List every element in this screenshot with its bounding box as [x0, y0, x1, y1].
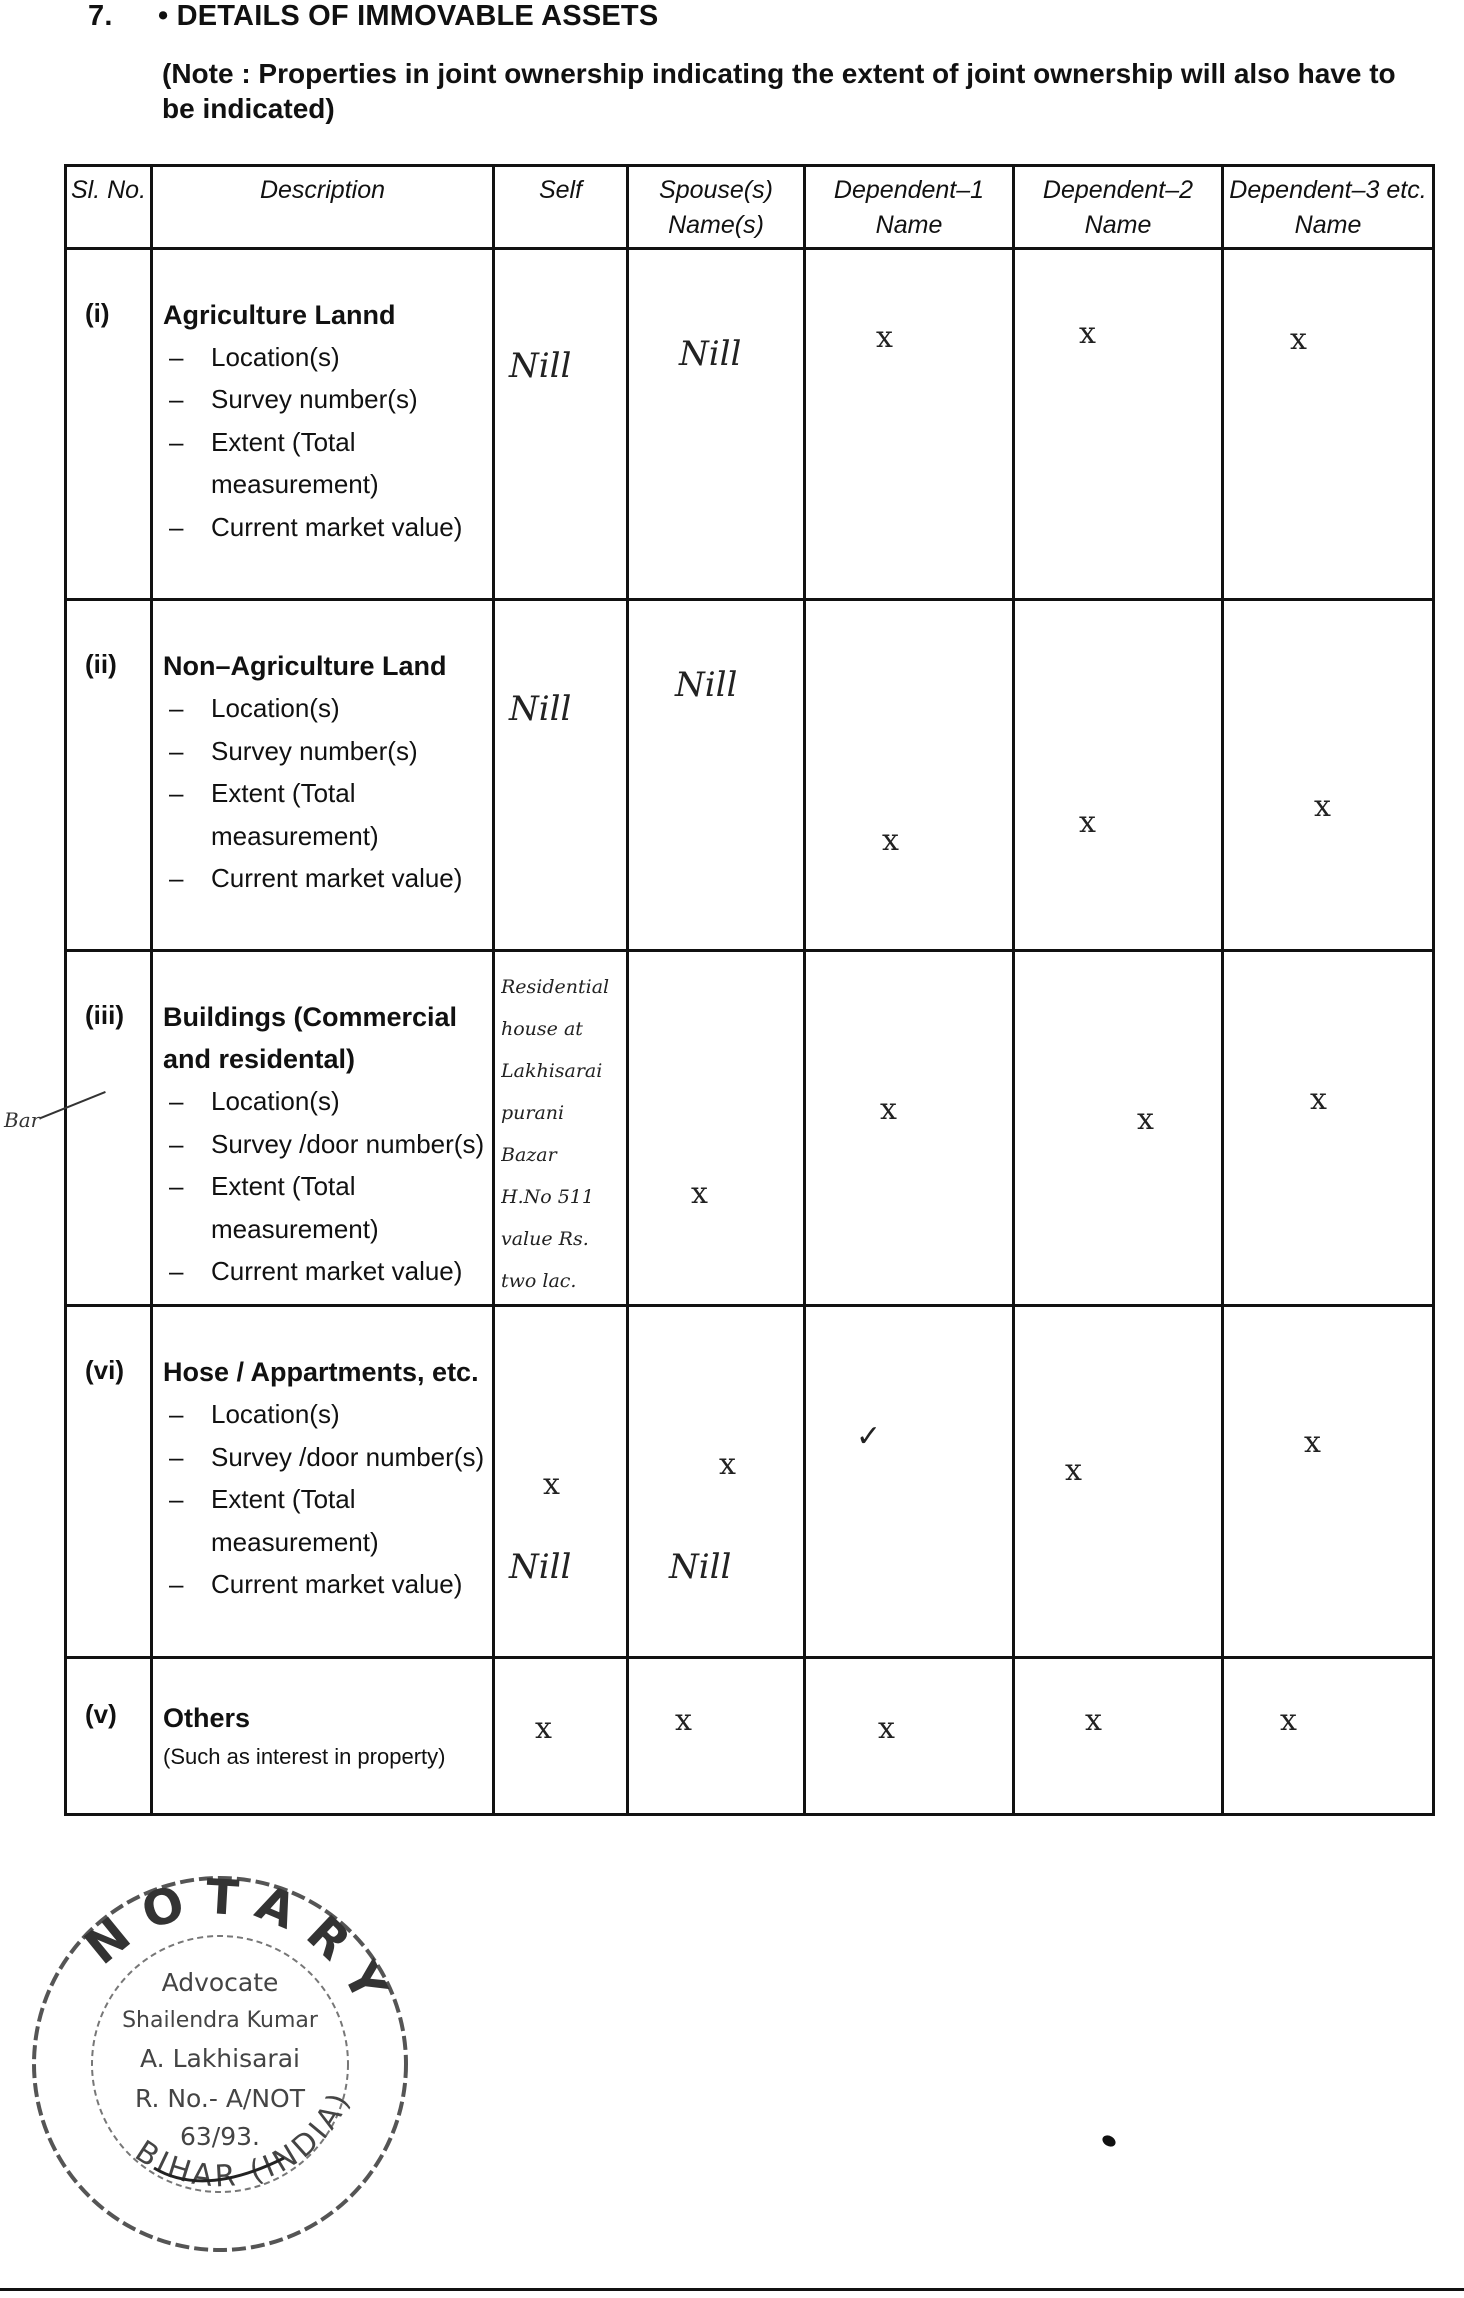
cell-self	[494, 951, 628, 1306]
list-item: – Location(s)	[163, 1080, 492, 1123]
list-item: – Location(s)	[163, 1393, 492, 1436]
cell-dependent-1	[805, 600, 1014, 951]
stamp-line: A. Lakhisarai	[140, 2044, 300, 2073]
row-item-list	[163, 1393, 492, 1606]
table-row	[66, 1306, 1434, 1657]
handwritten-entry: x	[675, 1702, 692, 1738]
list-item: – Location(s)	[163, 687, 492, 730]
cell-dependent-2	[1014, 1306, 1223, 1657]
header-self: Self	[494, 166, 628, 249]
section-title: • DETAILS OF IMMOVABLE ASSETS	[158, 0, 659, 32]
stamp-bottom-text: BIHAR (INDIA)	[128, 2084, 359, 2195]
section-heading	[88, 0, 658, 33]
row-item-list	[163, 687, 492, 900]
handwritten-entry: x	[1310, 1082, 1327, 1118]
cell-dependent-3	[1223, 1306, 1434, 1657]
handwritten-line: Lakhisarai	[501, 1060, 603, 1083]
cell-dependent-1	[805, 1306, 1014, 1657]
cell-dependent-2	[1014, 1657, 1223, 1814]
row-sl-no: (iii)	[66, 951, 152, 1306]
row-title: Hose / Appartments, etc.	[163, 1357, 479, 1388]
cell-spouse	[628, 1657, 805, 1814]
handwritten-entry: x	[1085, 1702, 1102, 1738]
row-description	[152, 951, 494, 1306]
list-item: – Survey /door number(s)	[163, 1436, 492, 1479]
row-description	[152, 1306, 494, 1657]
row-item-list	[163, 336, 492, 549]
handwritten-entry: x	[543, 1467, 560, 1503]
row-sl-no: (vi)	[66, 1306, 152, 1657]
cell-dependent-1	[805, 1657, 1014, 1814]
handwritten-line: Bazar	[501, 1144, 557, 1167]
cell-dependent-3	[1223, 951, 1434, 1306]
handwritten-entry: x	[719, 1447, 736, 1483]
row-sl-no: (ii)	[66, 600, 152, 951]
handwritten-entry: x	[876, 319, 893, 355]
notary-stamp	[24, 1868, 416, 2260]
stamp-line: Shailendra Kumar	[122, 2008, 318, 2033]
handwritten-entry: ✓	[856, 1419, 882, 1455]
handwritten-entry: x	[1314, 789, 1331, 825]
cell-dependent-1	[805, 248, 1014, 599]
handwritten-entry: Nill	[675, 665, 738, 706]
row-sl-no: (i)	[66, 248, 152, 599]
cell-spouse	[628, 1306, 805, 1657]
handwritten-entry: x	[1280, 1702, 1297, 1738]
handwritten-line: H.No 511	[501, 1186, 594, 1209]
cell-dependent-1	[805, 951, 1014, 1306]
handwritten-entry: Nill	[679, 333, 742, 374]
list-item: – Current market value)	[163, 857, 492, 900]
page-bottom-rule	[0, 2288, 1464, 2291]
list-item: – Current market value)	[163, 506, 492, 549]
list-item: – Current market value)	[163, 1250, 492, 1293]
handwritten-entry: x	[878, 1710, 895, 1746]
handwritten-entry: x	[1137, 1102, 1154, 1138]
ink-spot	[1100, 2133, 1117, 2149]
stamp-top-text: NOTARY	[74, 1868, 406, 2026]
cell-dependent-2	[1014, 951, 1223, 1306]
handwritten-line: value Rs.	[501, 1228, 589, 1251]
cell-self	[494, 1657, 628, 1814]
section-note: (Note : Properties in joint ownership indicating the extent of joint ownership will also have to be indicated)	[162, 58, 1396, 124]
handwritten-line: two lac.	[501, 1270, 577, 1293]
list-item: – Survey /door number(s)	[163, 1123, 492, 1166]
cell-dependent-3	[1223, 600, 1434, 951]
header-dependent-3: Dependent–3 etc. Name	[1223, 166, 1434, 249]
stamp-line: Advocate	[161, 1968, 279, 1997]
cell-dependent-2	[1014, 600, 1223, 951]
list-item: – Extent (Total measurement)	[163, 1478, 492, 1563]
row-description	[152, 248, 494, 599]
list-item: – Extent (Total measurement)	[163, 421, 492, 506]
header-sl-no: Sl. No.	[66, 166, 152, 249]
stamp-line: 63/93.	[180, 2122, 260, 2151]
cell-self	[494, 600, 628, 951]
handwritten-line: purani	[501, 1102, 565, 1125]
handwritten-entry: Nill	[669, 1547, 732, 1588]
list-item: – Survey number(s)	[163, 730, 492, 773]
list-item: – Current market value)	[163, 1563, 492, 1606]
cell-dependent-2	[1014, 248, 1223, 599]
row-description	[152, 1657, 494, 1814]
cell-self	[494, 248, 628, 599]
table-row	[66, 1657, 1434, 1814]
table-row	[66, 951, 1434, 1306]
row-item-list	[163, 1080, 492, 1293]
list-item: – Extent (Total measurement)	[163, 772, 492, 857]
header-spouse: Spouse(s) Name(s)	[628, 166, 805, 249]
list-item: – Location(s)	[163, 336, 492, 379]
cell-spouse	[628, 600, 805, 951]
header-dependent-1: Dependent–1 Name	[805, 166, 1014, 249]
svg-text:NOTARY	[75, 1869, 406, 2026]
table-row	[66, 248, 1434, 599]
section-number: 7.	[88, 0, 113, 32]
row-sl-no: (v)	[66, 1657, 152, 1814]
handwritten-self-details	[501, 966, 625, 1302]
handwritten-entry: Nill	[509, 345, 572, 386]
handwritten-entry: Nill	[509, 1547, 572, 1588]
immovable-assets-table	[64, 164, 1435, 1816]
header-description: Description	[152, 166, 494, 249]
handwritten-entry: x	[535, 1710, 552, 1746]
handwritten-line: house at	[501, 1018, 583, 1041]
handwritten-entry: x	[882, 823, 899, 859]
cell-spouse	[628, 248, 805, 599]
handwritten-line: Residential	[501, 976, 610, 999]
row-title: Non–Agriculture Land	[163, 651, 447, 682]
row-title: Buildings (Commercial and residental)	[163, 1002, 458, 1075]
cell-self	[494, 1306, 628, 1657]
table-row	[66, 600, 1434, 951]
header-dependent-2: Dependent–2 Name	[1014, 166, 1223, 249]
row-title: Others	[163, 1702, 251, 1733]
row-description	[152, 600, 494, 951]
cell-dependent-3	[1223, 1657, 1434, 1814]
cell-dependent-3	[1223, 248, 1434, 599]
handwritten-entry: x	[1079, 805, 1096, 841]
list-item: – Survey number(s)	[163, 378, 492, 421]
handwritten-entry: Nill	[509, 689, 572, 730]
table-header-row	[66, 166, 1434, 249]
handwritten-entry: x	[1079, 315, 1096, 351]
cell-spouse	[628, 951, 805, 1306]
list-item: – Extent (Total measurement)	[163, 1165, 492, 1250]
handwritten-entry: x	[691, 1176, 708, 1212]
handwritten-entry: x	[1290, 321, 1307, 357]
margin-handwritten-note: Bar	[4, 1108, 41, 1132]
handwritten-entry: x	[880, 1092, 897, 1128]
row-title: Agriculture Lannd	[163, 299, 396, 330]
handwritten-entry: x	[1065, 1453, 1082, 1489]
stamp-line: R. No.- A/NOT	[134, 2084, 306, 2113]
handwritten-entry: x	[1304, 1425, 1321, 1461]
row-subtitle: (Such as interest in property)	[163, 1743, 446, 1769]
